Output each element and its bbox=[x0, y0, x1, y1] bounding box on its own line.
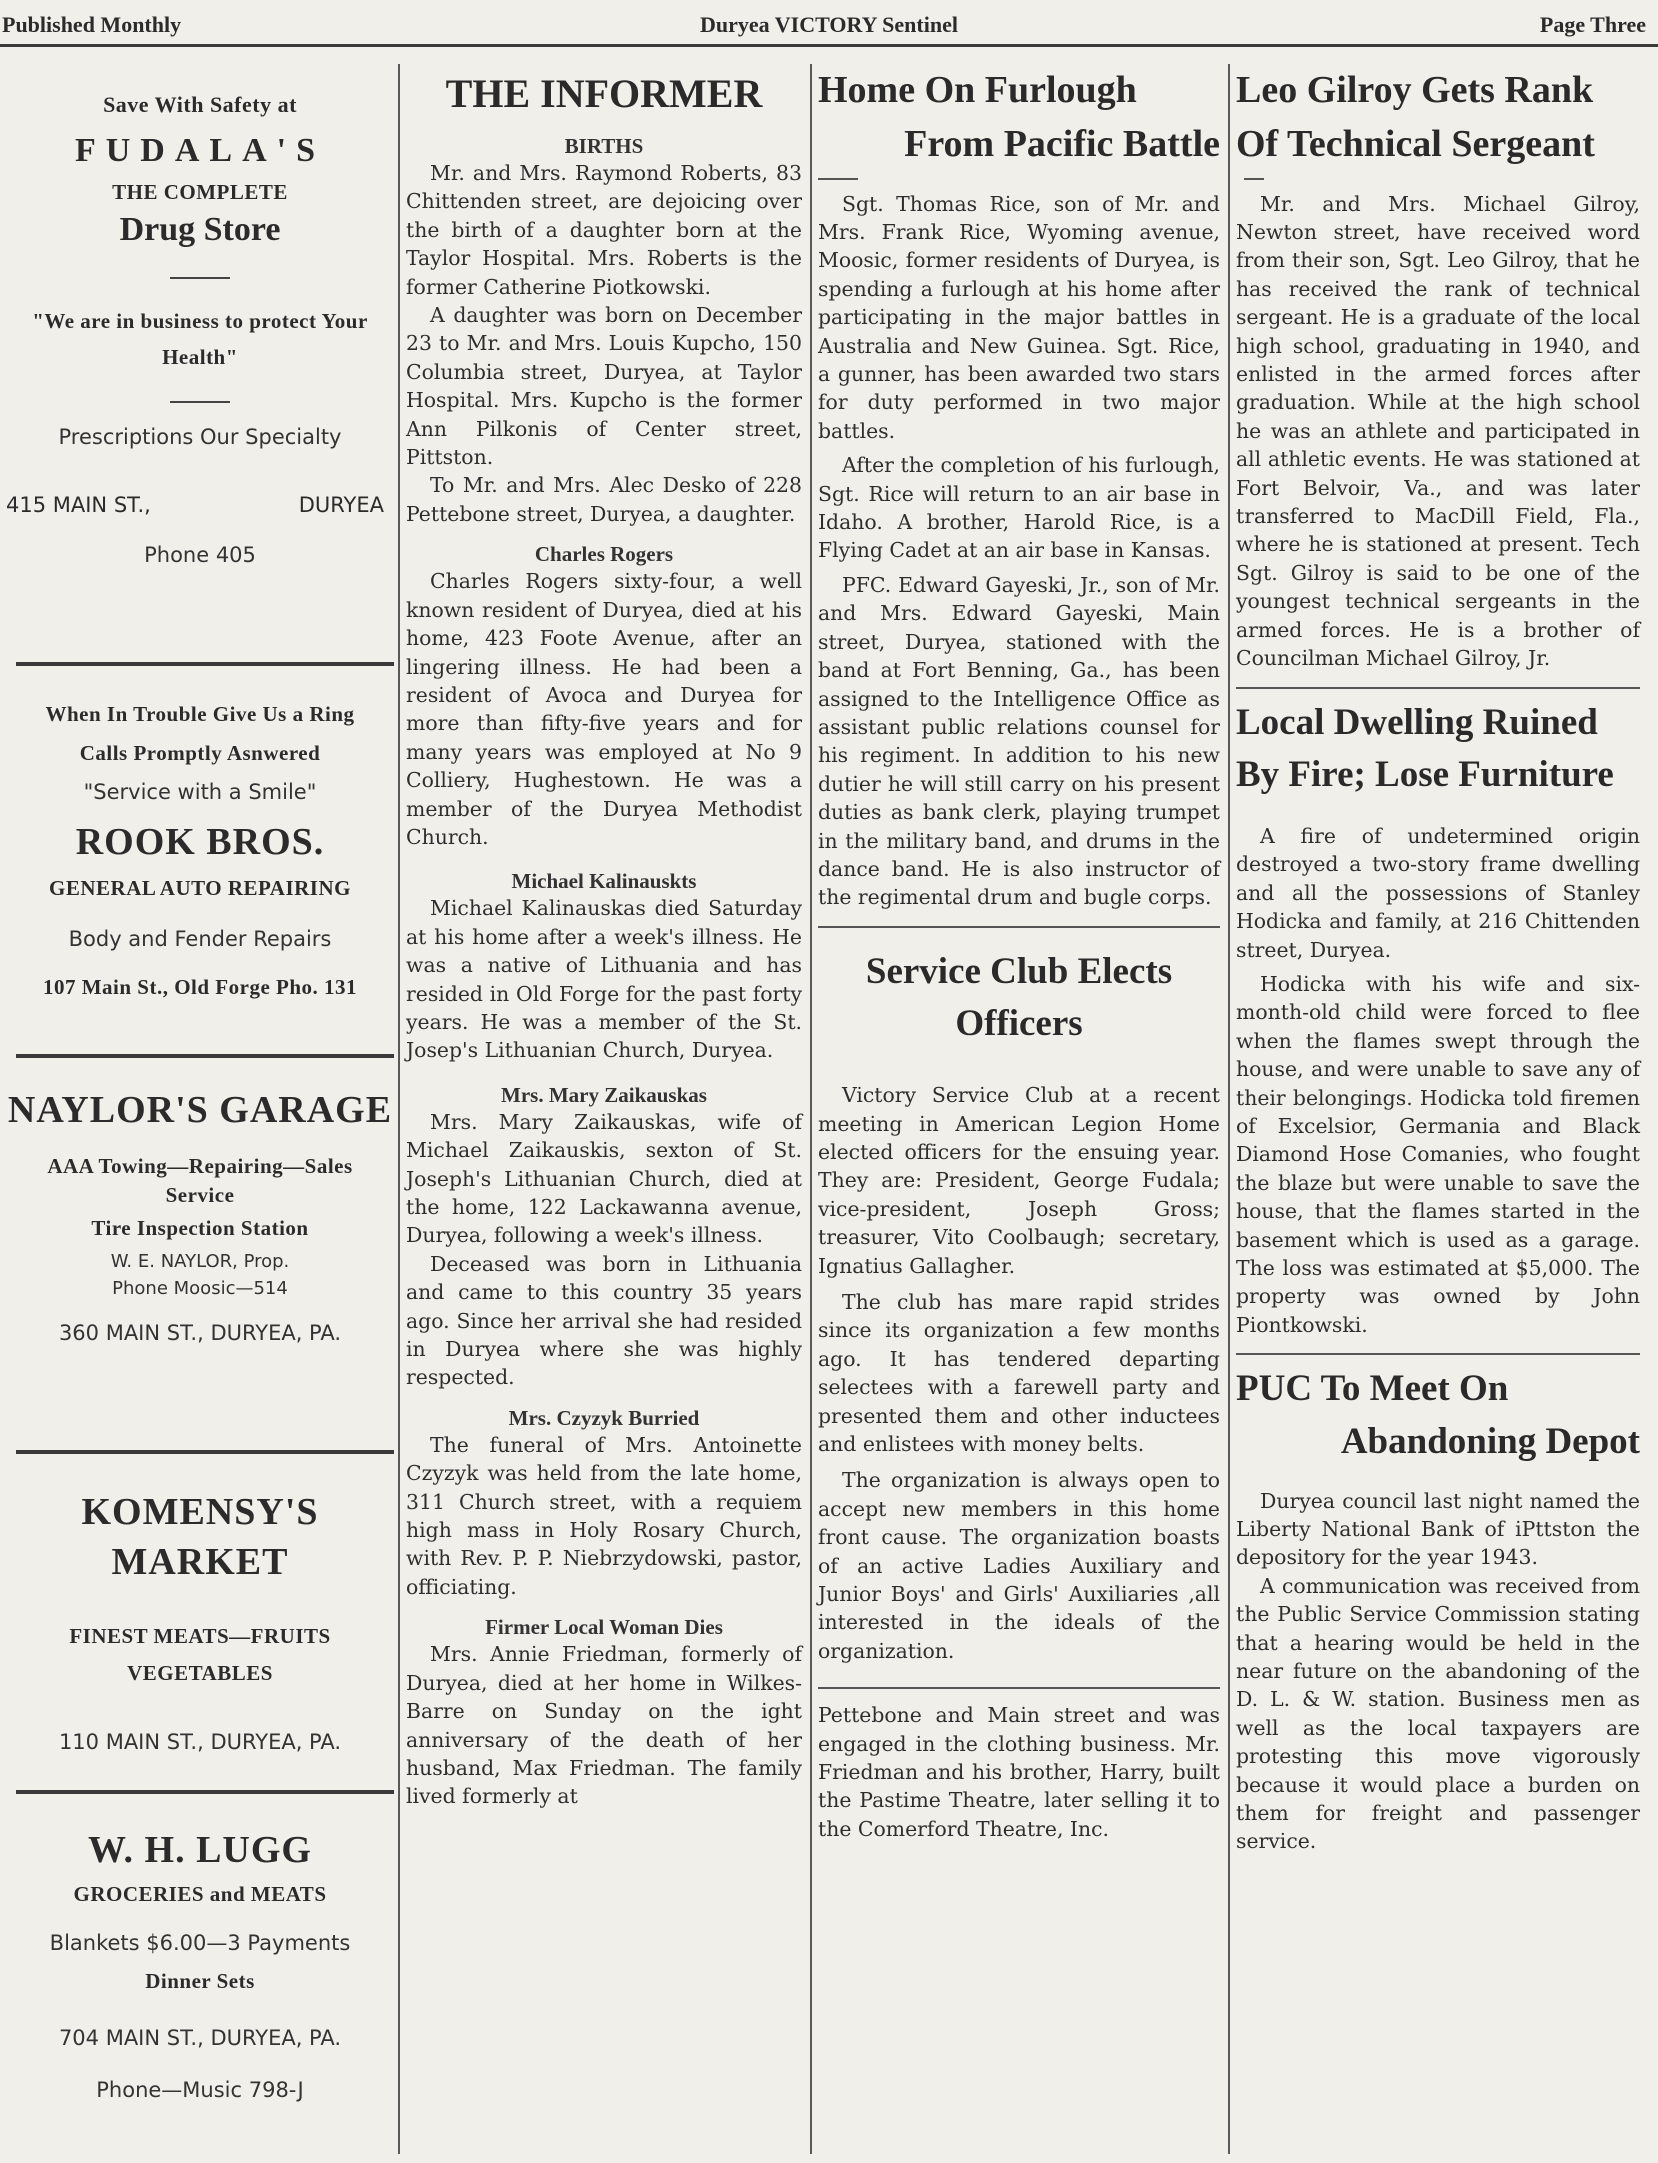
ad-line: W. E. NAYLOR, Prop. bbox=[110, 1251, 290, 1272]
ad-phone: Phone—Music 798-J bbox=[96, 2078, 304, 2102]
ad-name: KOMENSY'S bbox=[81, 1491, 319, 1533]
gilroy-column bbox=[1236, 64, 1640, 2154]
column-rule bbox=[810, 64, 812, 2154]
section-subhead: Mrs. Mary Zaikauskas bbox=[501, 1082, 707, 1107]
ad-phone: Phone 405 bbox=[144, 543, 256, 567]
ad-name: ROOK BROS. bbox=[75, 821, 325, 863]
article-paragraph: PFC. Edward Gayeski, Jr., son of Mr. and Mrs. Edward Gayeski, Main street, Duryea, stationed with the band at Fort Benning, Ga., has been assigned to the Intelligence Office as assistant public relations counsel for his regiment. In addition to his new dutier he will still carry on his present duties as bank clerk, playing trumpet in the military band, and drums in the dance band. He is also instructor of the regimental drum and bugle corps. bbox=[818, 572, 1220, 910]
section-subhead: Mrs. Czyzyk Burried bbox=[508, 1405, 700, 1430]
section-subhead: BIRTHS bbox=[564, 134, 644, 158]
ad-komensys-market bbox=[6, 1490, 394, 1754]
ad-wh-lugg bbox=[6, 1828, 394, 2102]
article-paragraph: Mrs. Mary Zaikauskas, wife of Michael Zaikauskis, sexton of St. Joseph's Lithuanian Church, died at the home, 122 Lackawanna avenue, Duryea, following a week's illness. bbox=[406, 1109, 802, 1248]
article-headline: Of Technical Sergeant bbox=[1236, 122, 1595, 165]
article-paragraph: Mr. and Mrs. Michael Gilroy, Newton street, have received word from their son, Sgt. Leo Gilroy, that he has received the rank of technical sergeant. He is a graduate of the local high school, graduating in 1940, and enlisted in the armed forces after graduation. While at the high school he was an athlete and participated in all athletic events. He was stationed at Fort Belvoir, Va., and was later transferred to MacDill Field, Fla., where he is stationed at present. Tech Sgt. Gilroy is said to be one of the youngest technical sergeants in the armed forces. He is a brother of Councilman Michael Gilroy, Jr. bbox=[1236, 191, 1640, 671]
article-paragraph: After the completion of his furlough, Sgt. Rice will return to an air base in Idaho. A brother, Harold Rice, is a Flying Cadet at an air base in Kansas. bbox=[818, 453, 1220, 563]
ad-line: Blankets $6.00—3 Payments bbox=[49, 1931, 351, 1955]
article-paragraph: Deceased was born in Lithuania and came to this country 35 years ago. Since her arrival she had resided in Duryea where she was highly respected. bbox=[406, 1251, 802, 1390]
article-paragraph: The organization is always open to accept new members in this home front cause. The organization boasts of an active Ladies Auxiliary and Junior Boys' and Girls' Auxiliaries ,all interested in the ideals of the organization. bbox=[818, 1468, 1220, 1663]
article-headline: Leo Gilroy Gets Rank bbox=[1236, 69, 1594, 111]
ad-line: When In Trouble Give Us a Ring bbox=[45, 702, 355, 726]
ad-naylors-garage bbox=[6, 1088, 394, 1345]
ad-address: 415 MAIN ST., bbox=[6, 493, 151, 517]
ad-phone: Phone Moosic—514 bbox=[112, 1278, 288, 1299]
ad-address: 110 MAIN ST., DURYEA, PA. bbox=[58, 1730, 342, 1754]
ad-name: NAYLOR'S GARAGE bbox=[7, 1089, 393, 1131]
article-headline: PUC To Meet On bbox=[1236, 1368, 1509, 1410]
newspaper-title: Duryea VICTORY Sentinel bbox=[700, 12, 958, 37]
article-paragraph: A fire of undetermined origin destroyed a two-story frame dwelling and all the possessions of Stanley Hodicka and family, at 216 Chittenden street, Duryea. bbox=[1236, 823, 1640, 962]
article-headline: THE INFORMER bbox=[445, 71, 763, 116]
ad-line: THE COMPLETE bbox=[112, 180, 288, 204]
article-headline: From Pacific Battle bbox=[904, 122, 1220, 165]
ad-divider bbox=[170, 277, 230, 279]
article-paragraph: Pettebone and Main street and was engaged in the clothing business. Mr. Friedman and his brother, Harry, built the Pastime Theatre, later selling it to the Comerford Theatre, Inc. bbox=[818, 1703, 1220, 1841]
ad-line: FINEST MEATS—FRUITS bbox=[69, 1624, 331, 1648]
ad-line: AAA Towing—Repairing—Sales bbox=[47, 1154, 353, 1178]
ad-fudala bbox=[6, 92, 394, 567]
article-paragraph: Sgt. Thomas Rice, son of Mr. and Mrs. Frank Rice, Wyoming avenue, Moosic, former residents of Duryea, is spending a furlough at his home after participating in the major battles in Australia and New Guinea. Sgt. Rice, a gunner, has been awarded two stars for duty performed in two major battles. bbox=[818, 191, 1220, 443]
ad-line: Drug Store bbox=[119, 211, 281, 248]
publication-frequency: Published Monthly bbox=[2, 12, 182, 37]
furlough-column bbox=[818, 64, 1220, 2154]
ad-slogan: "We are in business to protect Your Health" bbox=[32, 309, 368, 369]
ad-rook-bros bbox=[6, 702, 394, 1000]
ad-name: FUDALA'S bbox=[74, 132, 326, 169]
article-headline: By Fire; Lose Furniture bbox=[1236, 754, 1614, 796]
article-paragraph: Charles Rogers sixty-four, a well known resident of Duryea, died at his home, 423 Foote Avenue, after an lingering illness. He had been a resident of Avoca and Duryea for more than fifty-five years and for many years was employed at No 9 Colliery, Hughestown. He was a member of the Duryea Methodist Church. bbox=[406, 569, 802, 849]
ad-name: W. H. LUGG bbox=[88, 1829, 312, 1871]
headline-rule bbox=[818, 178, 858, 180]
ad-divider bbox=[16, 1054, 394, 1058]
ad-line: Tire Inspection Station bbox=[91, 1216, 309, 1240]
page-number: Page Three bbox=[1539, 12, 1646, 37]
ad-address: 704 MAIN ST., DURYEA, PA. bbox=[58, 2026, 342, 2050]
section-subhead: Michael Kalinauskts bbox=[511, 869, 697, 894]
ad-address: 107 Main St., Old Forge Pho. 131 bbox=[42, 975, 358, 999]
article-headline: Service Club Elects bbox=[865, 950, 1173, 992]
ad-line: Calls Promptly Asnwered bbox=[79, 741, 321, 765]
article-paragraph: The funeral of Mrs. Antoinette Czyzyk was held from the late home, 311 Church street, with a requiem high mass in Holy Rosary Church, with Rev. P. P. Niebrzydowski, pastor, officiating. bbox=[406, 1432, 802, 1599]
ad-divider bbox=[170, 401, 230, 403]
ad-name: MARKET bbox=[111, 1541, 289, 1583]
article-paragraph: The club has mare rapid strides since its organization a few months ago. It has tendered departing selectees with a farewell party and presented them and other inductees and enlistees with money belts. bbox=[818, 1289, 1220, 1456]
ad-line: VEGETABLES bbox=[127, 1661, 273, 1685]
informer-column bbox=[406, 64, 802, 2154]
article-paragraph: Duryea council last night named the Liberty National Bank of iPttston the depository for the year 1943. bbox=[1236, 1488, 1640, 1570]
article-divider bbox=[818, 926, 1220, 928]
article-headline: Home On Furlough bbox=[818, 69, 1137, 111]
article-paragraph: Mr. and Mrs. Raymond Roberts, 83 Chittenden street, are dejoicing over the birth of a daughter born at the Taylor Hospital. Mrs. Roberts is the former Catherine Piotkowski. bbox=[406, 161, 802, 299]
ad-address: 360 MAIN ST., DURYEA, PA. bbox=[58, 1321, 342, 1345]
article-paragraph: Mrs. Annie Friedman, formerly of Duryea, died at her home in Wilkes-Barre on Sunday on the ight anniversary of the death of her husband, Max Friedman. The family lived formerly at bbox=[406, 1642, 802, 1809]
headline-rule bbox=[1244, 178, 1264, 180]
article-paragraph: Hodicka with his wife and six-month-old child were forced to flee when the flames swept through the house, and were unable to save any of their belongings. Hodicka told firemen of Excelsior, Germania and Black Diamond Hose Comanies, who fought the blaze but were unable to save the house, that the flames started in the basement which is used as a garage. The loss was estimated at $5,000. The property was owned by John Piontkowski. bbox=[1236, 971, 1640, 1337]
article-headline: Officers bbox=[955, 1003, 1083, 1045]
ad-line: Prescriptions Our Specialty bbox=[58, 425, 342, 449]
ad-divider bbox=[16, 1450, 394, 1454]
ad-line: Service bbox=[165, 1183, 235, 1207]
article-divider bbox=[818, 1687, 1220, 1689]
article-paragraph: Victory Service Club at a recent meeting in American Legion Home elected officers for the ensuing year. They are: President, George Fudala; vice-president, Joseph Gross; treasurer, Vito Coolbaugh; secretary, Ignatius Gallagher. bbox=[818, 1083, 1220, 1278]
article-divider bbox=[1236, 1353, 1640, 1355]
ads-column bbox=[6, 64, 394, 2154]
ad-divider bbox=[16, 662, 394, 666]
section-subhead: Firmer Local Woman Dies bbox=[485, 1615, 723, 1640]
ad-divider bbox=[16, 1790, 394, 1794]
ad-town: DURYEA bbox=[298, 493, 384, 517]
ad-line: GROCERIES and MEATS bbox=[73, 1882, 327, 1906]
ad-tagline: Save With Safety at bbox=[103, 92, 297, 117]
article-headline: Local Dwelling Ruined bbox=[1236, 701, 1598, 743]
article-divider bbox=[1236, 687, 1640, 689]
masthead bbox=[0, 8, 1658, 47]
section-subhead: Charles Rogers bbox=[534, 542, 674, 567]
article-paragraph: Michael Kalinauskas died Saturday at his home after a week's illness. He was a native of Lithuania and has resided in Old Forge for the past forty years. He was a member of the St. Josep's Lithuanian Church, Duryea. bbox=[406, 896, 802, 1063]
article-headline: Abandoning Depot bbox=[1340, 1420, 1640, 1462]
column-rule bbox=[398, 64, 400, 2154]
article-paragraph: A daughter was born on December 23 to Mr. and Mrs. Louis Kupcho, 150 Columbia street, Duryea, at Taylor Hospital. Mrs. Kupcho is the former Ann Pilkonis of Center street, Pittston. bbox=[406, 303, 802, 470]
ad-line: GENERAL AUTO REPAIRING bbox=[49, 876, 351, 900]
article-paragraph: To Mr. and Mrs. Alec Desko of 228 Pettebone street, Duryea, a daughter. bbox=[406, 473, 802, 526]
ad-address-row bbox=[6, 493, 394, 517]
ad-line: Dinner Sets bbox=[145, 1969, 255, 1993]
article-paragraph: A communication was received from the Public Service Commission stating that a hearing would be held in the near future on the abandoning of the D. L. & W. station. Business men as well as the local taxpayers are protesting this move vigorously because it would place a burden on them for freight and passenger service. bbox=[1236, 1573, 1640, 1854]
column-rule bbox=[1228, 64, 1230, 2154]
ad-line: Body and Fender Repairs bbox=[68, 927, 332, 951]
ad-line: "Service with a Smile" bbox=[83, 780, 317, 804]
